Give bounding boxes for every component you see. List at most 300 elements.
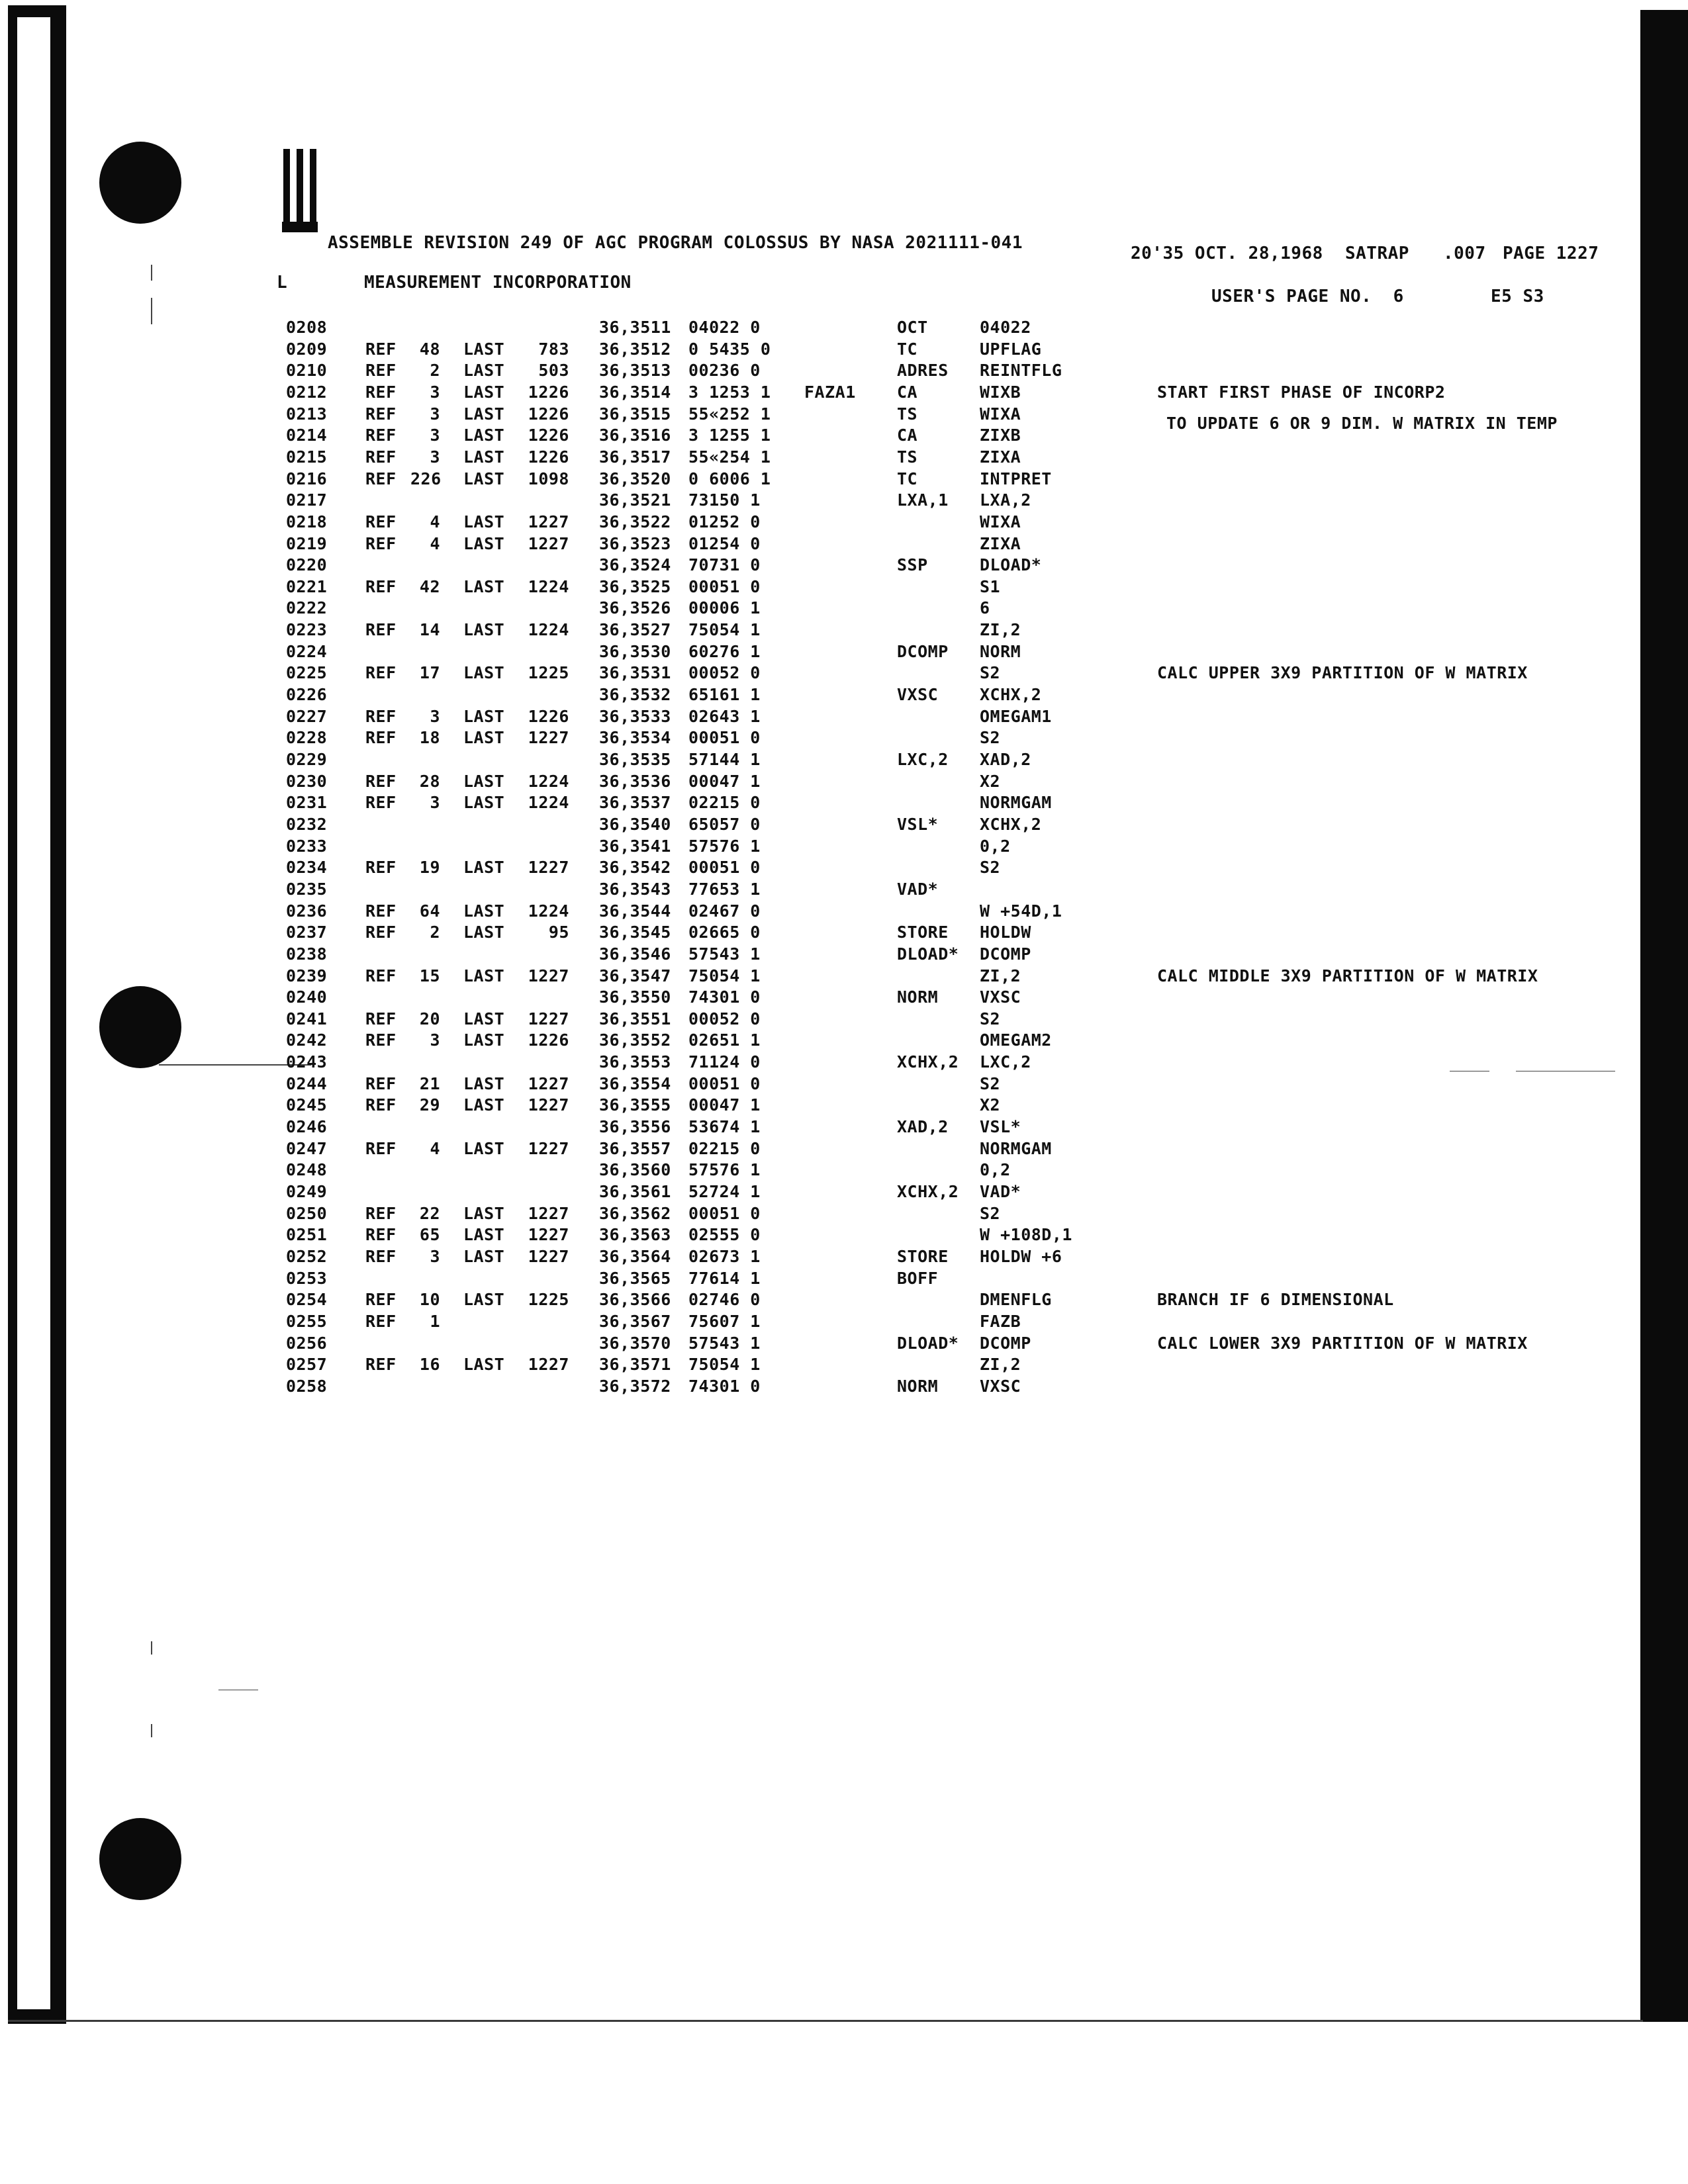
last-page: 503 <box>538 361 569 380</box>
octal-word: 00006 1 <box>688 598 761 617</box>
listing-timestamp: 20'35 OCT. 28,1968 <box>1131 244 1323 263</box>
octal-word: 75054 1 <box>688 966 761 985</box>
bank-address: 36,3563 <box>599 1225 671 1244</box>
ref-marker: REF <box>365 361 397 380</box>
bank-address: 36,3553 <box>599 1052 671 1071</box>
last-marker: LAST <box>463 447 505 467</box>
scan-left-border-gap <box>17 17 50 2009</box>
octal-word: 52724 1 <box>688 1182 761 1201</box>
last-marker: LAST <box>463 772 505 791</box>
octal-word: 02467 0 <box>688 901 761 921</box>
line-number: 0257 <box>286 1355 328 1374</box>
opcode: STORE <box>897 923 949 942</box>
last-marker: LAST <box>463 577 505 596</box>
last-page: 1227 <box>528 1247 569 1266</box>
listing-title: ASSEMBLE REVISION 249 OF AGC PROGRAM COLOSSUS BY NASA 2021111-041 <box>328 233 1023 253</box>
operand: WIXA <box>980 512 1021 531</box>
ref-marker: REF <box>365 512 397 531</box>
bank-address: 36,3522 <box>599 512 671 531</box>
opcode: SSP <box>897 555 928 574</box>
octal-word: 0 6006 1 <box>688 469 771 488</box>
last-page: 1227 <box>528 966 569 985</box>
operand: ZIXA <box>980 534 1021 553</box>
ref-count: 17 <box>419 663 440 682</box>
line-number: 0235 <box>286 880 328 899</box>
ref-count: 4 <box>430 534 440 553</box>
line-number: 0240 <box>286 987 328 1007</box>
last-marker: LAST <box>463 901 505 921</box>
opcode: DCOMP <box>897 642 949 661</box>
ref-count: 4 <box>430 1139 440 1158</box>
opcode: VXSC <box>897 685 939 704</box>
octal-word: 00052 0 <box>688 1009 761 1028</box>
octal-word: 53674 1 <box>688 1117 761 1136</box>
last-page: 1224 <box>528 577 569 596</box>
last-page: 1227 <box>528 858 569 877</box>
bank-address: 36,3527 <box>599 620 671 639</box>
line-number: 0232 <box>286 815 328 834</box>
listing-comment: CALC LOWER 3X9 PARTITION OF W MATRIX <box>1157 1334 1528 1353</box>
operand: S2 <box>980 1204 1001 1223</box>
last-marker: LAST <box>463 1247 505 1266</box>
octal-word: 02665 0 <box>688 923 761 942</box>
last-page: 1227 <box>528 728 569 747</box>
last-marker: LAST <box>463 1030 505 1050</box>
bank-address: 36,3513 <box>599 361 671 380</box>
operand: INTPRET <box>980 469 1052 488</box>
opcode: TC <box>897 469 918 488</box>
opcode: DLOAD* <box>897 944 959 964</box>
last-marker: LAST <box>463 663 505 682</box>
last-page: 1227 <box>528 1225 569 1244</box>
listing-comment: BRANCH IF 6 DIMENSIONAL <box>1157 1290 1394 1309</box>
listing-level: L <box>277 273 288 293</box>
last-page: 1226 <box>528 426 569 445</box>
last-marker: LAST <box>463 404 505 424</box>
scan-right-border <box>1640 10 1688 2022</box>
operand: OMEGAM1 <box>980 707 1052 726</box>
last-page: 1098 <box>528 469 569 488</box>
ref-count: 3 <box>430 447 440 467</box>
last-page: 1227 <box>528 1095 569 1115</box>
line-number: 0239 <box>286 966 328 985</box>
octal-word: 00052 0 <box>688 663 761 682</box>
bank-address: 36,3517 <box>599 447 671 467</box>
ref-marker: REF <box>365 1030 397 1050</box>
bank-address: 36,3550 <box>599 987 671 1007</box>
header-bar-mark <box>283 149 290 228</box>
listing-subtitle: MEASUREMENT INCORPORATION <box>364 273 632 293</box>
operand: W +108D,1 <box>980 1225 1072 1244</box>
octal-word: 02215 0 <box>688 793 761 812</box>
line-number: 0228 <box>286 728 328 747</box>
bank-address: 36,3547 <box>599 966 671 985</box>
operand: DCOMP <box>980 944 1031 964</box>
bank-address: 36,3515 <box>599 404 671 424</box>
octal-word: 00047 1 <box>688 1095 761 1115</box>
ref-marker: REF <box>365 923 397 942</box>
last-marker: LAST <box>463 966 505 985</box>
ref-marker: REF <box>365 1225 397 1244</box>
ref-count: 18 <box>419 728 440 747</box>
last-page: 1227 <box>528 1074 569 1093</box>
bank-address: 36,3560 <box>599 1160 671 1179</box>
last-page: 1224 <box>528 901 569 921</box>
listing-comment: CALC UPPER 3X9 PARTITION OF W MATRIX <box>1157 663 1528 682</box>
last-page: 1226 <box>528 1030 569 1050</box>
octal-word: 01252 0 <box>688 512 761 531</box>
operand: S2 <box>980 1009 1001 1028</box>
last-page: 1224 <box>528 772 569 791</box>
ref-marker: REF <box>365 1247 397 1266</box>
bank-address: 36,3552 <box>599 1030 671 1050</box>
scan-bottom-edge <box>8 2020 1643 2022</box>
operand: 6 <box>980 598 990 617</box>
operand: NORMGAM <box>980 1139 1052 1158</box>
octal-word: 75607 1 <box>688 1312 761 1331</box>
octal-word: 74301 0 <box>688 1377 761 1396</box>
ref-marker: REF <box>365 1355 397 1374</box>
line-number: 0250 <box>286 1204 328 1223</box>
operand: LXA,2 <box>980 490 1031 510</box>
last-marker: LAST <box>463 1009 505 1028</box>
operand: XCHX,2 <box>980 685 1042 704</box>
line-number: 0237 <box>286 923 328 942</box>
octal-word: 00051 0 <box>688 1074 761 1093</box>
octal-word: 57543 1 <box>688 1334 761 1353</box>
ref-marker: REF <box>365 1204 397 1223</box>
ref-count: 20 <box>419 1009 440 1028</box>
operand: WIXA <box>980 404 1021 424</box>
octal-word: 55«252 1 <box>688 404 771 424</box>
last-page: 1224 <box>528 793 569 812</box>
bank-address: 36,3534 <box>599 728 671 747</box>
bank-address: 36,3562 <box>599 1204 671 1223</box>
bank-address: 36,3537 <box>599 793 671 812</box>
operand: XCHX,2 <box>980 815 1042 834</box>
last-page: 1227 <box>528 534 569 553</box>
octal-word: 3 1253 1 <box>688 383 771 402</box>
bank-address: 36,3520 <box>599 469 671 488</box>
operand: ZIXA <box>980 447 1021 467</box>
bank-address: 36,3511 <box>599 318 671 337</box>
last-marker: LAST <box>463 707 505 726</box>
operand: VAD* <box>980 1182 1021 1201</box>
operand: X2 <box>980 1095 1001 1115</box>
operand: 0,2 <box>980 1160 1011 1179</box>
ref-count: 19 <box>419 858 440 877</box>
listing-comment: TO UPDATE 6 OR 9 DIM. W MATRIX IN TEMP <box>1166 414 1558 433</box>
octal-word: 02746 0 <box>688 1290 761 1309</box>
last-marker: LAST <box>463 1139 505 1158</box>
bank-address: 36,3540 <box>599 815 671 834</box>
ref-marker: REF <box>365 1095 397 1115</box>
line-number: 0221 <box>286 577 328 596</box>
octal-word: 75054 1 <box>688 620 761 639</box>
line-number: 0223 <box>286 620 328 639</box>
octal-word: 02215 0 <box>688 1139 761 1158</box>
last-page: 1225 <box>528 1290 569 1309</box>
opcode: OCT <box>897 318 928 337</box>
last-marker: LAST <box>463 512 505 531</box>
bank-address: 36,3564 <box>599 1247 671 1266</box>
bank-address: 36,3567 <box>599 1312 671 1331</box>
last-marker: LAST <box>463 1355 505 1374</box>
last-page: 1225 <box>528 663 569 682</box>
ref-marker: REF <box>365 901 397 921</box>
scan-tick-mark <box>151 1641 152 1655</box>
ref-marker: REF <box>365 340 397 359</box>
listing-user: SATRAP <box>1345 244 1409 263</box>
ref-marker: REF <box>365 793 397 812</box>
operand: VXSC <box>980 987 1021 1007</box>
octal-word: 02555 0 <box>688 1225 761 1244</box>
operand: S1 <box>980 577 1001 596</box>
line-number: 0225 <box>286 663 328 682</box>
opcode: VSL* <box>897 815 939 834</box>
bank-address: 36,3541 <box>599 837 671 856</box>
last-page: 783 <box>538 340 569 359</box>
binder-hole-top <box>99 142 181 224</box>
octal-word: 02643 1 <box>688 707 761 726</box>
ref-count: 14 <box>419 620 440 639</box>
ref-marker: REF <box>365 577 397 596</box>
operand: XAD,2 <box>980 750 1031 769</box>
octal-word: 04022 0 <box>688 318 761 337</box>
bank-address: 36,3531 <box>599 663 671 682</box>
line-number: 0227 <box>286 707 328 726</box>
ref-marker: REF <box>365 1312 397 1331</box>
opcode: NORM <box>897 1377 939 1396</box>
last-marker: LAST <box>463 426 505 445</box>
octal-word: 77614 1 <box>688 1269 761 1288</box>
operand: REINTFLG <box>980 361 1062 380</box>
operand: FAZB <box>980 1312 1021 1331</box>
ref-marker: REF <box>365 707 397 726</box>
last-marker: LAST <box>463 923 505 942</box>
opcode: ADRES <box>897 361 949 380</box>
opcode: CA <box>897 383 918 402</box>
listing-comment: CALC MIDDLE 3X9 PARTITION OF W MATRIX <box>1157 966 1538 985</box>
operand: HOLDW +6 <box>980 1247 1062 1266</box>
ref-count: 3 <box>430 383 440 402</box>
octal-word: 74301 0 <box>688 987 761 1007</box>
bank-address: 36,3523 <box>599 534 671 553</box>
ref-marker: REF <box>365 728 397 747</box>
listing-comment: START FIRST PHASE OF INCORP2 <box>1157 383 1446 402</box>
operand: ZI,2 <box>980 620 1021 639</box>
listing-code: .007 <box>1443 244 1486 263</box>
binder-hole-middle <box>99 986 181 1068</box>
operand: DMENFLG <box>980 1290 1052 1309</box>
ref-count: 226 <box>410 469 442 488</box>
bank-address: 36,3565 <box>599 1269 671 1288</box>
ref-count: 21 <box>419 1074 440 1093</box>
bank-address: 36,3572 <box>599 1377 671 1396</box>
last-page: 1227 <box>528 1009 569 1028</box>
bank-address: 36,3532 <box>599 685 671 704</box>
log-page-number: USER'S PAGE NO. 6 <box>1211 287 1404 306</box>
header-bar-mark <box>310 149 316 228</box>
last-marker: LAST <box>463 728 505 747</box>
header-bar-mark <box>282 222 318 232</box>
bank-address: 36,3554 <box>599 1074 671 1093</box>
bank-address: 36,3530 <box>599 642 671 661</box>
ref-count: 42 <box>419 577 440 596</box>
line-number: 0238 <box>286 944 328 964</box>
octal-word: 02673 1 <box>688 1247 761 1266</box>
opcode: BOFF <box>897 1269 939 1288</box>
operand: ZI,2 <box>980 966 1021 985</box>
operand: VSL* <box>980 1117 1021 1136</box>
ref-count: 3 <box>430 1030 440 1050</box>
bank-address: 36,3512 <box>599 340 671 359</box>
last-marker: LAST <box>463 1095 505 1115</box>
operand: DLOAD* <box>980 555 1042 574</box>
last-marker: LAST <box>463 1204 505 1223</box>
last-page: 1226 <box>528 404 569 424</box>
octal-word: 57543 1 <box>688 944 761 964</box>
ref-count: 16 <box>419 1355 440 1374</box>
line-number: 0224 <box>286 642 328 661</box>
bank-address: 36,3536 <box>599 772 671 791</box>
line-number: 0231 <box>286 793 328 812</box>
opcode: XCHX,2 <box>897 1182 959 1201</box>
bank-address: 36,3555 <box>599 1095 671 1115</box>
octal-word: 57144 1 <box>688 750 761 769</box>
operand: DCOMP <box>980 1334 1031 1353</box>
ref-marker: REF <box>365 1074 397 1093</box>
last-page: 1227 <box>528 1139 569 1158</box>
line-number: 0230 <box>286 772 328 791</box>
ref-count: 2 <box>430 923 440 942</box>
ref-marker: REF <box>365 447 397 467</box>
ref-count: 3 <box>430 793 440 812</box>
line-number: 0251 <box>286 1225 328 1244</box>
ref-count: 3 <box>430 404 440 424</box>
octal-word: 02651 1 <box>688 1030 761 1050</box>
last-page: 1226 <box>528 383 569 402</box>
opcode: TS <box>897 447 918 467</box>
bank-address: 36,3570 <box>599 1334 671 1353</box>
ref-marker: REF <box>365 772 397 791</box>
last-marker: LAST <box>463 1290 505 1309</box>
ref-marker: REF <box>365 383 397 402</box>
bank-address: 36,3521 <box>599 490 671 510</box>
operand: S2 <box>980 663 1001 682</box>
line-number: 0210 <box>286 361 328 380</box>
bank-address: 36,3535 <box>599 750 671 769</box>
bank-address: 36,3533 <box>599 707 671 726</box>
opcode: DLOAD* <box>897 1334 959 1353</box>
ref-count: 2 <box>430 361 440 380</box>
operand: VXSC <box>980 1377 1021 1396</box>
line-number: 0256 <box>286 1334 328 1353</box>
opcode: LXA,1 <box>897 490 949 510</box>
operand: NORM <box>980 642 1021 661</box>
line-number: 0208 <box>286 318 328 337</box>
line-number: 0218 <box>286 512 328 531</box>
line-number: 0244 <box>286 1074 328 1093</box>
last-page: 1227 <box>528 1204 569 1223</box>
ref-marker: REF <box>365 534 397 553</box>
octal-word: 00051 0 <box>688 728 761 747</box>
octal-word: 00047 1 <box>688 772 761 791</box>
last-marker: LAST <box>463 383 505 402</box>
bank-address: 36,3526 <box>599 598 671 617</box>
line-number: 0245 <box>286 1095 328 1115</box>
octal-word: 01254 0 <box>688 534 761 553</box>
last-page: 1226 <box>528 707 569 726</box>
ref-marker: REF <box>365 1009 397 1028</box>
octal-word: 00236 0 <box>688 361 761 380</box>
line-number: 0255 <box>286 1312 328 1331</box>
last-marker: LAST <box>463 534 505 553</box>
octal-word: 75054 1 <box>688 1355 761 1374</box>
line-number: 0249 <box>286 1182 328 1201</box>
log-sheet: E5 S3 <box>1491 287 1544 306</box>
operand: ZI,2 <box>980 1355 1021 1374</box>
operand: 0,2 <box>980 837 1011 856</box>
bank-address: 36,3556 <box>599 1117 671 1136</box>
bank-address: 36,3545 <box>599 923 671 942</box>
ref-marker: REF <box>365 620 397 639</box>
scan-tick-mark <box>151 1724 152 1737</box>
ref-marker: REF <box>365 426 397 445</box>
line-number: 0220 <box>286 555 328 574</box>
line-number: 0213 <box>286 404 328 424</box>
symbol-label: FAZA1 <box>804 383 856 402</box>
operand: 04022 <box>980 318 1031 337</box>
last-page: 1227 <box>528 1355 569 1374</box>
last-marker: LAST <box>463 793 505 812</box>
ref-count: 3 <box>430 707 440 726</box>
line-number: 0219 <box>286 534 328 553</box>
scan-tick-mark <box>151 265 152 281</box>
last-page: 1224 <box>528 620 569 639</box>
line-number: 0229 <box>286 750 328 769</box>
ref-count: 3 <box>430 426 440 445</box>
line-number: 0236 <box>286 901 328 921</box>
ref-count: 28 <box>419 772 440 791</box>
ref-marker: REF <box>365 1290 397 1309</box>
operand: W +54D,1 <box>980 901 1062 921</box>
bank-address: 36,3543 <box>599 880 671 899</box>
bank-address: 36,3546 <box>599 944 671 964</box>
line-number: 0212 <box>286 383 328 402</box>
line-number: 0233 <box>286 837 328 856</box>
bank-address: 36,3516 <box>599 426 671 445</box>
octal-word: 57576 1 <box>688 837 761 856</box>
bank-address: 36,3544 <box>599 901 671 921</box>
octal-word: 3 1255 1 <box>688 426 771 445</box>
opcode: XCHX,2 <box>897 1052 959 1071</box>
octal-word: 00051 0 <box>688 577 761 596</box>
ref-count: 15 <box>419 966 440 985</box>
operand: ZIXB <box>980 426 1021 445</box>
opcode: VAD* <box>897 880 939 899</box>
octal-word: 55«254 1 <box>688 447 771 467</box>
opcode: STORE <box>897 1247 949 1266</box>
bank-address: 36,3524 <box>599 555 671 574</box>
operand: WIXB <box>980 383 1021 402</box>
line-number: 0253 <box>286 1269 328 1288</box>
octal-word: 65057 0 <box>688 815 761 834</box>
line-number: 0234 <box>286 858 328 877</box>
operand: OMEGAM2 <box>980 1030 1052 1050</box>
octal-word: 00051 0 <box>688 858 761 877</box>
ref-count: 4 <box>430 512 440 531</box>
